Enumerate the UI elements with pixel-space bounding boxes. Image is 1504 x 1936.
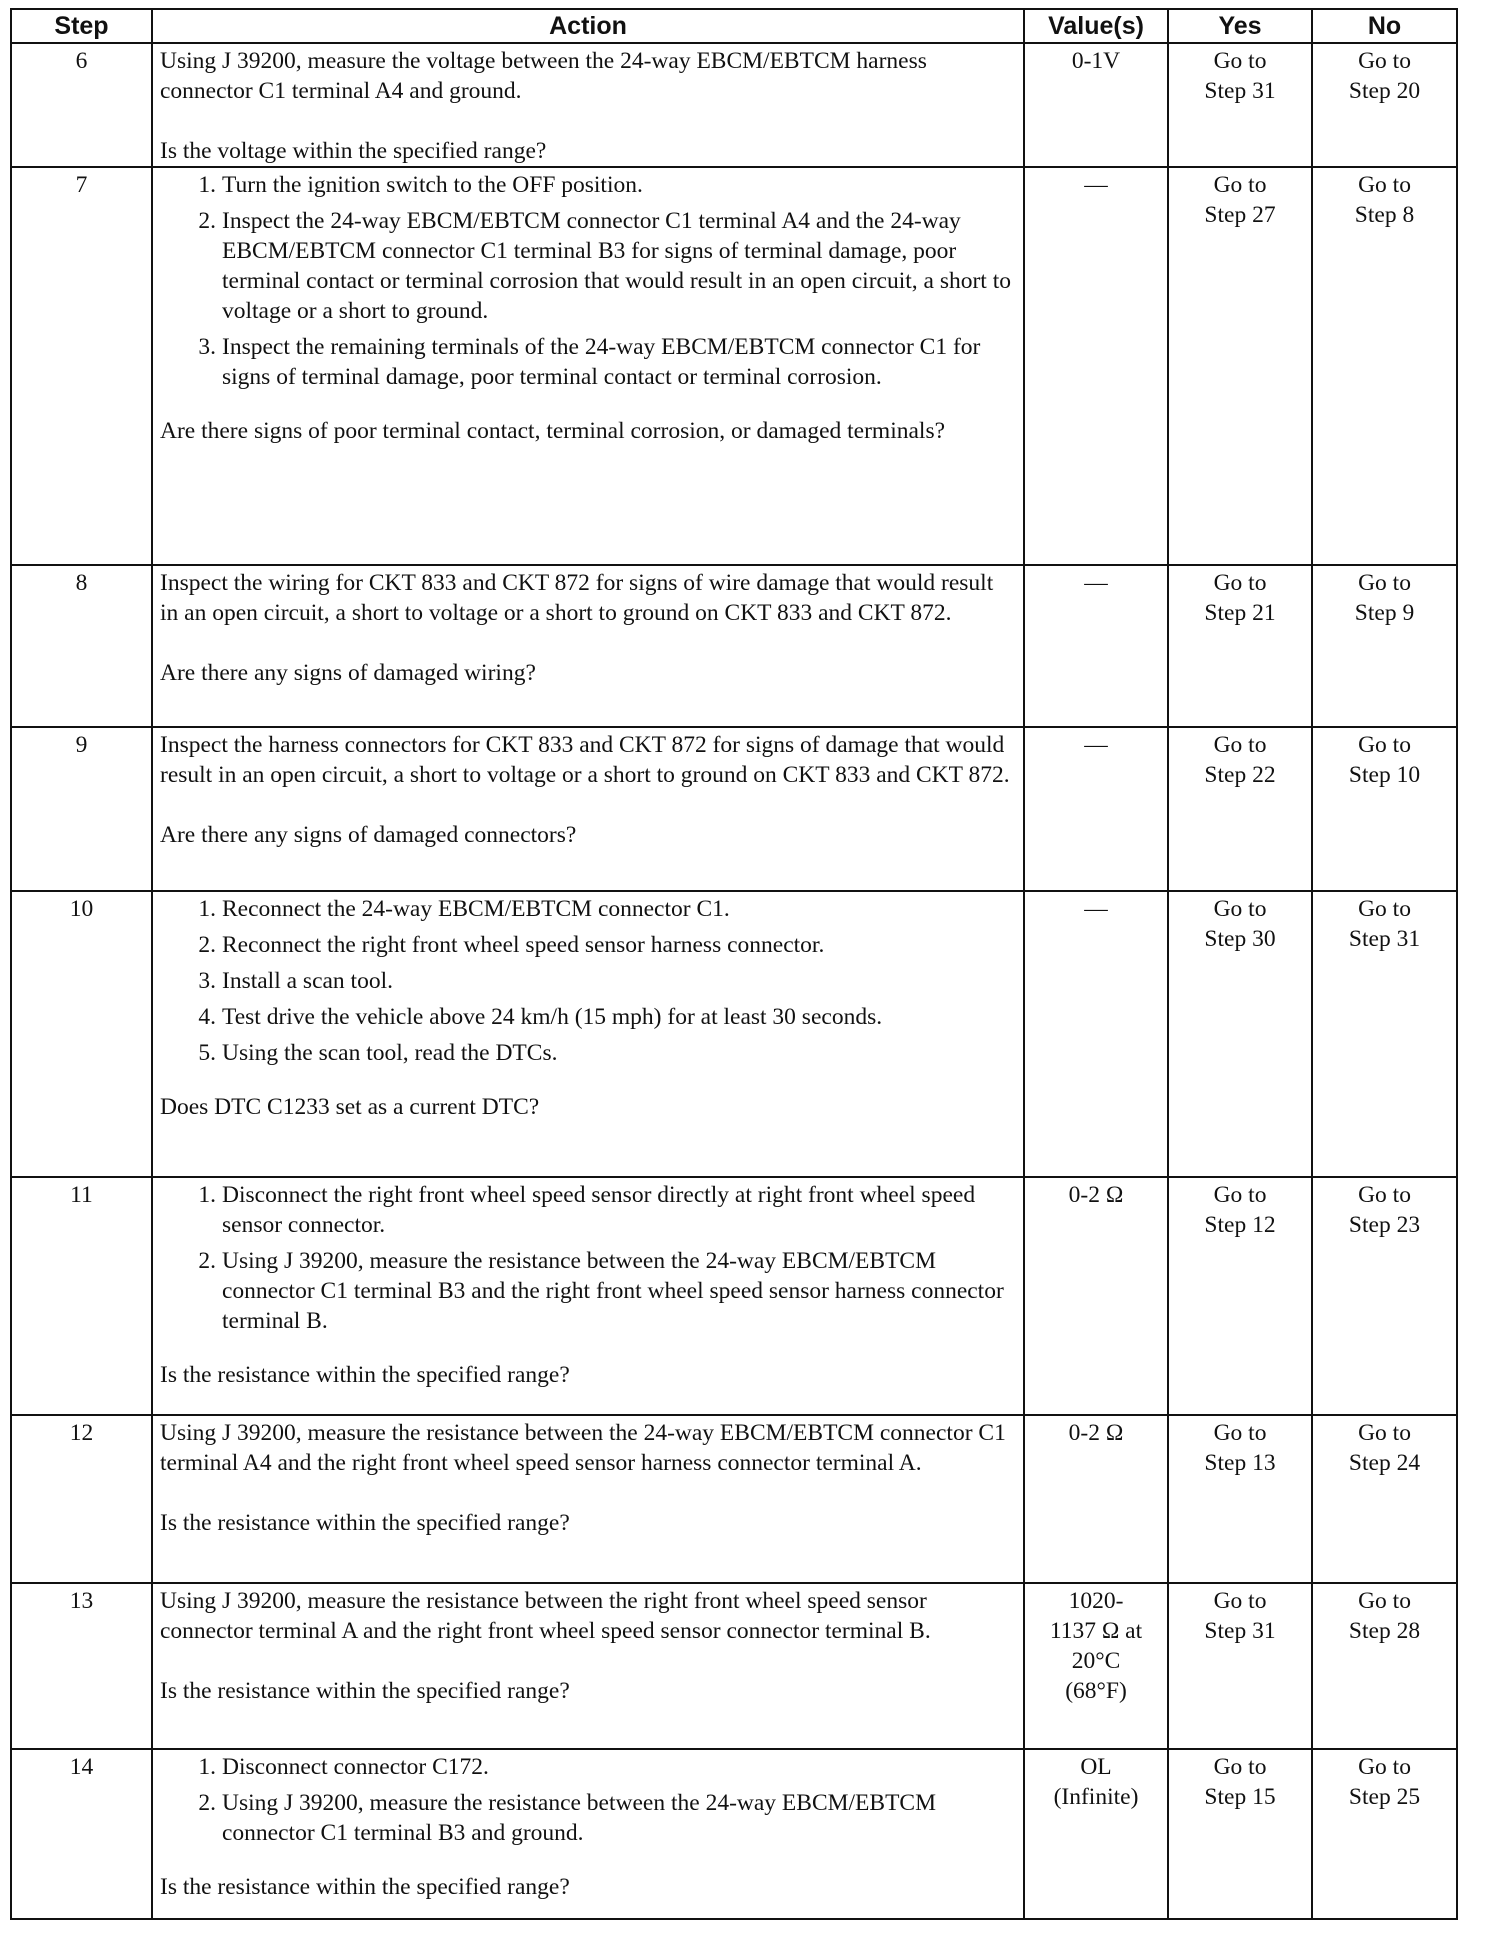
step-number: 10 — [11, 891, 152, 1177]
substep-number: 1. — [198, 1182, 216, 1208]
substep-item — [160, 1002, 1015, 1032]
yes-goto-text: Go to — [1213, 1588, 1267, 1614]
value-text: — — [1084, 896, 1108, 922]
value-line: 1137 Ω at — [1049, 1618, 1143, 1644]
substep-item — [160, 1788, 1015, 1848]
no-goto-text: Step 31 — [1348, 926, 1421, 952]
table-header-row — [11, 9, 1457, 43]
value-line: (68°F) — [1065, 1678, 1127, 1704]
value-text: 0-1V — [1071, 48, 1121, 74]
substep-number: 2. — [198, 1790, 216, 1816]
yes-cell — [1168, 1749, 1312, 1919]
yes-goto-text: Go to — [1213, 570, 1267, 596]
substep-item — [160, 1246, 1015, 1336]
substep-item — [160, 1038, 1015, 1068]
no-goto-text: Go to — [1358, 48, 1411, 74]
value-cell — [1024, 565, 1168, 727]
step-number: 11 — [11, 1177, 152, 1415]
substep-text: Inspect the 24-way EBCM/EBTCM connector C1 terminal A4 and the 24-way EBCM/EBTCM connector C1 terminal B3 for signs of terminal damage, poor terminal contact or terminal corrosion that would result in an open circuit, a short to voltage or a short to ground. — [222, 208, 1011, 324]
action-question: Is the resistance within the specified range? — [160, 1510, 570, 1536]
action-cell — [152, 167, 1024, 565]
no-cell — [1312, 1415, 1457, 1583]
substep-item — [160, 894, 1015, 924]
no-cell — [1312, 1583, 1457, 1749]
action-text: Using J 39200, measure the voltage between the 24-way EBCM/EBTCM harness connector C1 terminal A4 and ground. — [160, 48, 927, 104]
step-number: 6 — [11, 43, 152, 167]
substep-list — [160, 170, 1015, 392]
action-cell — [152, 1177, 1024, 1415]
substep-item — [160, 206, 1015, 326]
substep-text: Test drive the vehicle above 24 km/h (15 mph) for at least 30 seconds. — [222, 1004, 883, 1030]
substep-number: 1. — [198, 1754, 216, 1780]
step-number: 7 — [11, 167, 152, 565]
substep-text: Install a scan tool. — [222, 968, 393, 994]
table-row — [11, 1415, 1457, 1583]
header-step: Step — [11, 9, 152, 43]
substep-text: Reconnect the 24-way EBCM/EBTCM connector C1. — [222, 896, 730, 922]
action-question: Are there any signs of damaged wiring? — [160, 660, 536, 686]
substep-number: 1. — [198, 896, 216, 922]
no-goto-text: Go to — [1358, 1754, 1411, 1780]
table-body — [11, 43, 1457, 1919]
substep-text: Disconnect the right front wheel speed sensor directly at right front wheel speed sensor connector. — [222, 1182, 976, 1238]
no-goto-text: Go to — [1358, 1182, 1411, 1208]
yes-cell — [1168, 565, 1312, 727]
table-row — [11, 43, 1457, 167]
step-number: 9 — [11, 727, 152, 891]
table-row — [11, 727, 1457, 891]
yes-goto-text: Step 15 — [1204, 1784, 1276, 1810]
substep-number: 5. — [198, 1040, 216, 1066]
yes-goto-text: Step 27 — [1204, 202, 1276, 228]
action-question: Is the resistance within the specified range? — [160, 1678, 570, 1704]
table-row — [11, 1177, 1457, 1415]
substep-text: Turn the ignition switch to the OFF position. — [222, 172, 643, 198]
value-cell — [1024, 727, 1168, 891]
yes-goto-text: Go to — [1213, 48, 1267, 74]
yes-goto-text: Go to — [1213, 172, 1267, 198]
action-cell — [152, 1415, 1024, 1583]
value-cell — [1024, 1583, 1168, 1749]
substep-list — [160, 894, 1015, 1068]
no-cell — [1312, 565, 1457, 727]
yes-goto-text: Step 12 — [1204, 1212, 1276, 1238]
no-cell — [1312, 727, 1457, 891]
no-cell — [1312, 891, 1457, 1177]
action-question: Are there any signs of damaged connectors? — [160, 822, 577, 848]
no-cell — [1312, 1177, 1457, 1415]
substep-text: Disconnect connector C172. — [222, 1754, 489, 1780]
action-cell — [152, 727, 1024, 891]
substep-item — [160, 332, 1015, 392]
substep-number: 2. — [198, 1248, 216, 1274]
no-goto-text: Step 28 — [1348, 1618, 1421, 1644]
action-text: Using J 39200, measure the resistance between the right front wheel speed sensor connector terminal A and the right front wheel speed sensor connector terminal B. — [160, 1588, 931, 1644]
value-line: 1020- — [1068, 1588, 1124, 1614]
value-line: (Infinite) — [1053, 1784, 1139, 1810]
step-number: 12 — [11, 1415, 152, 1583]
yes-goto-text: Step 13 — [1204, 1450, 1276, 1476]
no-cell — [1312, 1749, 1457, 1919]
action-question: Is the resistance within the specified range? — [160, 1362, 570, 1388]
no-cell — [1312, 43, 1457, 167]
value-line: OL — [1080, 1754, 1112, 1780]
substep-item — [160, 930, 1015, 960]
action-question: Are there signs of poor terminal contact, terminal corrosion, or damaged terminals? — [160, 418, 946, 444]
action-cell — [152, 565, 1024, 727]
substep-number: 4. — [198, 1004, 216, 1030]
action-text: Using J 39200, measure the resistance between the 24-way EBCM/EBTCM connector C1 terminal A4 and the right front wheel speed sensor harness connector terminal A. — [160, 1420, 1006, 1476]
no-goto-text: Go to — [1358, 1588, 1411, 1614]
value-line: 20°C — [1071, 1648, 1121, 1674]
table-row — [11, 1749, 1457, 1919]
value-text: 0-2 Ω — [1068, 1182, 1124, 1208]
header-no: No — [1312, 9, 1457, 43]
action-text: Inspect the wiring for CKT 833 and CKT 872 for signs of wire damage that would result in an open circuit, a short to voltage or a short to ground on CKT 833 and CKT 872. — [160, 570, 994, 626]
action-cell — [152, 1749, 1024, 1919]
table-row — [11, 1583, 1457, 1749]
header-action: Action — [152, 9, 1024, 43]
no-goto-text: Go to — [1358, 1420, 1411, 1446]
substep-number: 2. — [198, 932, 216, 958]
no-goto-text: Go to — [1358, 732, 1411, 758]
value-text: — — [1084, 172, 1108, 198]
header-yes: Yes — [1168, 9, 1312, 43]
diagnostic-table — [10, 8, 1458, 1920]
table-row — [11, 891, 1457, 1177]
action-cell — [152, 891, 1024, 1177]
yes-goto-text: Go to — [1213, 732, 1267, 758]
yes-goto-text: Step 22 — [1204, 762, 1276, 788]
value-cell — [1024, 1177, 1168, 1415]
substep-text: Reconnect the right front wheel speed sensor harness connector. — [222, 932, 825, 958]
no-goto-text: Go to — [1358, 570, 1411, 596]
substep-item — [160, 1752, 1015, 1782]
diagnostic-page — [10, 8, 1456, 1920]
substep-item — [160, 966, 1015, 996]
substep-number: 3. — [198, 334, 216, 360]
value-cell — [1024, 43, 1168, 167]
no-cell — [1312, 167, 1457, 565]
action-question: Is the resistance within the specified range? — [160, 1874, 570, 1900]
substep-text: Using J 39200, measure the resistance between the 24-way EBCM/EBTCM connector C1 terminal B3 and ground. — [222, 1790, 936, 1846]
no-goto-text: Step 9 — [1354, 600, 1415, 626]
yes-goto-text: Go to — [1213, 1754, 1267, 1780]
value-text: — — [1084, 570, 1108, 596]
no-goto-text: Go to — [1358, 172, 1411, 198]
value-cell — [1024, 1415, 1168, 1583]
step-number: 8 — [11, 565, 152, 727]
action-question: Is the voltage within the specified range? — [160, 138, 547, 164]
substep-number: 1. — [198, 172, 216, 198]
yes-cell — [1168, 167, 1312, 565]
substep-text: Using the scan tool, read the DTCs. — [222, 1040, 558, 1066]
no-goto-text: Step 8 — [1354, 202, 1415, 228]
substep-text: Using J 39200, measure the resistance between the 24-way EBCM/EBTCM connector C1 terminal B3 and the right front wheel speed sensor harness connector terminal B. — [222, 1248, 1004, 1334]
yes-goto-text: Go to — [1213, 1182, 1267, 1208]
yes-goto-text: Step 31 — [1204, 1618, 1276, 1644]
yes-goto-text: Go to — [1213, 896, 1267, 922]
table-row — [11, 167, 1457, 565]
substep-item — [160, 170, 1015, 200]
substep-number: 2. — [198, 208, 216, 234]
yes-goto-text: Step 31 — [1204, 78, 1276, 104]
header-values: Value(s) — [1024, 9, 1168, 43]
no-goto-text: Step 10 — [1348, 762, 1421, 788]
table-row — [11, 565, 1457, 727]
no-goto-text: Step 24 — [1348, 1450, 1421, 1476]
no-goto-text: Go to — [1358, 896, 1411, 922]
value-cell — [1024, 1749, 1168, 1919]
action-question: Does DTC C1233 set as a current DTC? — [160, 1094, 540, 1120]
value-text: 0-2 Ω — [1068, 1420, 1124, 1446]
no-goto-text: Step 25 — [1348, 1784, 1421, 1810]
yes-cell — [1168, 1583, 1312, 1749]
substep-list — [160, 1180, 1015, 1336]
value-cell — [1024, 891, 1168, 1177]
value-cell — [1024, 167, 1168, 565]
yes-cell — [1168, 1415, 1312, 1583]
substep-text: Inspect the remaining terminals of the 24-way EBCM/EBTCM connector C1 for signs of terminal damage, poor terminal contact or terminal corrosion. — [222, 334, 981, 390]
yes-cell — [1168, 43, 1312, 167]
value-text: — — [1084, 732, 1108, 758]
action-cell — [152, 43, 1024, 167]
yes-cell — [1168, 727, 1312, 891]
no-goto-text: Step 23 — [1348, 1212, 1421, 1238]
yes-cell — [1168, 1177, 1312, 1415]
yes-goto-text: Step 21 — [1204, 600, 1276, 626]
yes-goto-text: Go to — [1213, 1420, 1267, 1446]
no-goto-text: Step 20 — [1348, 78, 1421, 104]
action-cell — [152, 1583, 1024, 1749]
step-number: 14 — [11, 1749, 152, 1919]
substep-list — [160, 1752, 1015, 1848]
step-number: 13 — [11, 1583, 152, 1749]
yes-cell — [1168, 891, 1312, 1177]
yes-goto-text: Step 30 — [1204, 926, 1276, 952]
action-text: Inspect the harness connectors for CKT 833 and CKT 872 for signs of damage that would result in an open circuit, a short to voltage or a short to ground on CKT 833 and CKT 872. — [160, 732, 1010, 788]
substep-item — [160, 1180, 1015, 1240]
substep-number: 3. — [198, 968, 216, 994]
